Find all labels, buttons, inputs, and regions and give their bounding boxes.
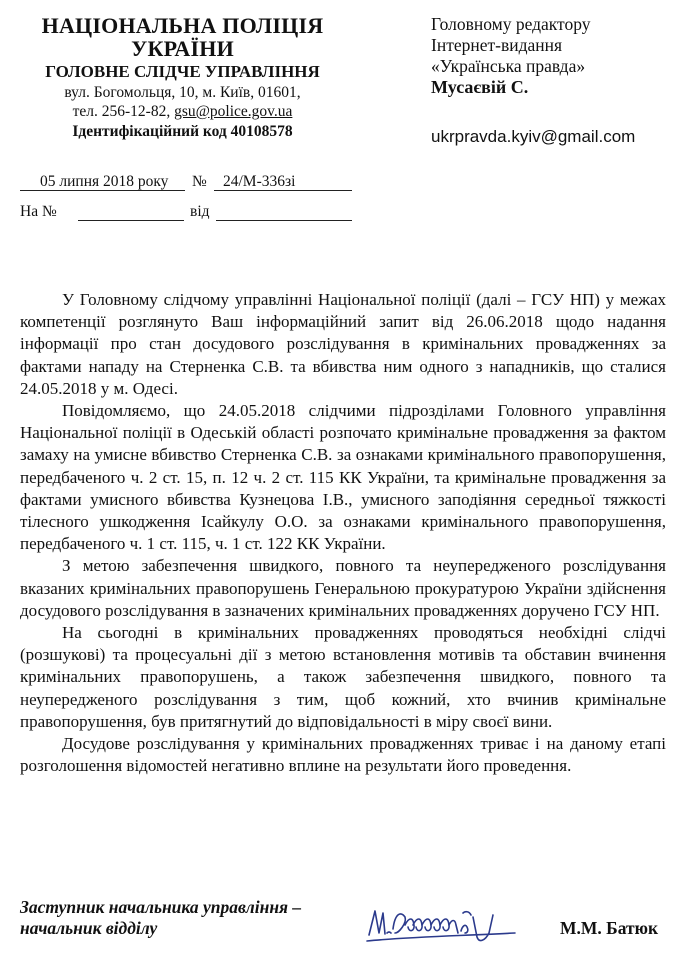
signatory-name: М.М. Батюк — [560, 918, 659, 938]
body-paragraph: У Головному слідчому управлінні Національної поліції (далі – ГСУ НП) у межах компетенції розглянуто Ваш інформаційний запит від 26.06.2018 щодо надання інформації про стан досудового розслідування в кримінальних провадженнях за фактами нападу на Стерненка С.В. та вбивства ним одного з нападників, що сталися 24.05.2018 у м. Одесі. — [20, 290, 666, 398]
letter-body — [20, 289, 666, 777]
sender-contacts — [20, 102, 345, 121]
department-name: ГОЛОВНЕ СЛІДЧЕ УПРАВЛІННЯ — [45, 62, 320, 81]
sender-phone: тел. 256-12-82, — [72, 103, 175, 120]
sender-address: вул. Богомольця, 10, м. Київ, 01601, — [64, 84, 301, 101]
org-name-line2: УКРАЇНИ — [131, 36, 234, 61]
body-paragraph: Повідомляємо, що 24.05.2018 слідчими підрозділами Головного управління Національної поліції в Одеській області розпочато кримінальне провадження за фактом замаху на умисне вбивство Стерненка С.В. за ознаками кримінального правопорушення, передбаченого ч. 2 ст. 15, п. 12 ч. 2 ст. 115 КК України, та кримінальне провадження за фактами умисного вбивства Кузнецова І.В., умисного заподіяння середньої тяжкості тілесного ушкодження Ісайкулу О.О. за ознаками кримінального правопорушення, передбаченого ч. 1 ст. 115, ч. 1 ст. 122 КК України. — [20, 401, 666, 554]
recipient-line2: Інтернет-видання — [431, 35, 563, 55]
recipient-line3: «Українська правда» — [431, 56, 586, 76]
incoming-reference — [20, 203, 360, 223]
incoming-number-label: На № — [20, 203, 57, 220]
handwritten-signature — [365, 903, 523, 953]
sender-email-link[interactable]: gsu@police.gov.ua — [174, 103, 293, 120]
signatory-title-line1: Заступник начальника управління – — [20, 897, 302, 917]
recipient-name: Мусаєвій С. — [431, 77, 529, 97]
recipient-email: ukrpravda.kyiv@gmail.com — [431, 127, 636, 146]
sender-id-code: Ідентифікаційний код 40108578 — [72, 123, 293, 140]
letter-date: 05 липня 2018 року — [40, 173, 169, 190]
recipient-block — [431, 14, 681, 146]
signatory-title-line2: начальник відділу — [20, 918, 158, 938]
org-name-line1: НАЦІОНАЛЬНА ПОЛІЦІЯ — [41, 13, 324, 38]
signatory-title — [20, 897, 301, 939]
body-paragraph: На сьогодні в кримінальних провадженнях проводяться необхідні слідчі (розшукові) та процесуальні дії з метою встановлення мотивів та обставин вчинення кримінальних правопорушень, а також забезпечення швидкого, повного та неупередженого розслідування з тим, щоб кожний, хто вчинив кримінальне правопорушення, був притягнутий до відповідальності в міру своєї вини. — [20, 623, 666, 731]
number-label: № — [192, 173, 207, 190]
body-paragraph: Досудове розслідування у кримінальних провадженнях триває і на даному етапі розголошення відомостей негативно вплине на результати його проведення. — [20, 734, 666, 776]
sender-letterhead — [20, 14, 345, 142]
outgoing-reference — [20, 173, 360, 193]
recipient-line1: Головному редактору — [431, 14, 591, 34]
body-paragraph: З метою забезпечення швидкого, повного та неупередженого розслідування вказаних кримінальних правопорушень Генеральною прокуратурою України здійснення досудового розслідування в зазначених кримінальних провадженнях доручено ГСУ НП. — [20, 556, 666, 620]
incoming-from-label: від — [190, 203, 210, 220]
letter-number: 24/М-336зі — [223, 173, 296, 190]
